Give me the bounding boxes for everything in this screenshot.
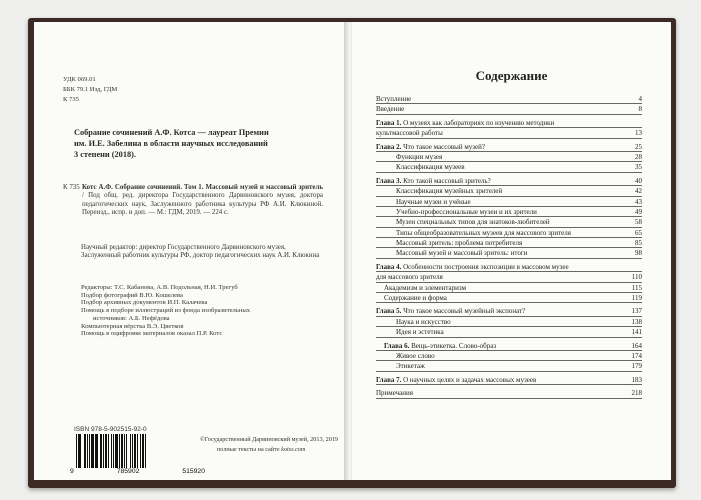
credit-line: Помощь в подборе иллюстраций из фонда изобразительных bbox=[81, 307, 251, 315]
toc-entry-text: О научных целях и задачах массовых музеев bbox=[401, 375, 537, 384]
toc-page-number: 42 bbox=[635, 187, 642, 196]
toc-page-number: 138 bbox=[631, 317, 642, 326]
toc-page-number: 28 bbox=[635, 152, 642, 161]
toc-entry-text: Музеи специальных типов для знатоков-любителей bbox=[396, 218, 550, 227]
toc-page-number: 218 bbox=[631, 389, 642, 398]
toc-page-number: 35 bbox=[635, 163, 642, 172]
toc-entry bbox=[376, 94, 642, 104]
toc-page-number: 137 bbox=[631, 307, 642, 316]
toc-entry-text: Учебно-профессиональные музеи и их зрители bbox=[396, 207, 537, 216]
toc-entry bbox=[376, 283, 642, 293]
toc-entry-text: Живое слово bbox=[396, 351, 435, 360]
toc-page-number: 141 bbox=[631, 328, 642, 337]
toc-page-number: 4 bbox=[638, 95, 642, 103]
scientific-editor: Научный редактор: директор Государственного Дарвиновского музея, Заслуженный работник культуры РФ, доктор педагогических наук А.И. Клюкина bbox=[81, 244, 320, 260]
toc-entry-text: Введение bbox=[376, 105, 405, 114]
table-of-contents bbox=[376, 94, 642, 399]
toc-chapter-number: Глава 2. bbox=[376, 142, 402, 151]
toc-entry bbox=[376, 197, 642, 207]
toc-entry bbox=[376, 162, 642, 172]
toc-entry bbox=[376, 118, 642, 128]
toc-page-number: 58 bbox=[635, 218, 642, 227]
toc-entry bbox=[376, 306, 642, 316]
copyright-notice: ©Государственный Дарвиновский музей, 2013, 2019 bbox=[200, 436, 339, 443]
toc-entry bbox=[376, 341, 642, 351]
toc-page-number: 179 bbox=[631, 362, 642, 371]
toc-entry-text: Классификация музеев bbox=[396, 163, 465, 172]
toc-rule bbox=[376, 398, 642, 399]
toc-rule bbox=[376, 114, 642, 115]
annotation-line: 3 степени (2018). bbox=[74, 150, 136, 159]
biblio-details: / Под общ. ред. директора Государственного Дарвиновского музея, доктора педагогических наук, Заслуженного работника культуры РФ А.И. Клюкиной. Переизд., испр. и доп. — М.: ГДМ, 2019. — 224 с. bbox=[82, 192, 323, 217]
toc-entry-text: Кто такой массовый зритель? bbox=[401, 176, 491, 185]
toc-entry bbox=[376, 293, 642, 303]
contents-title: Содержание bbox=[475, 68, 548, 83]
toc-entry-text: культмассовой работы bbox=[376, 129, 443, 138]
toc-entry bbox=[376, 238, 642, 248]
toc-entry-text: Особенности построения экспозиции в массовом музее bbox=[401, 262, 569, 271]
toc-chapter-number: Глава 6. bbox=[384, 341, 410, 350]
toc-page-number: 115 bbox=[631, 283, 642, 292]
credit-line: источников: А.Б. Нефёдова bbox=[93, 314, 170, 322]
toc-rule bbox=[376, 302, 642, 303]
toc-entry bbox=[376, 207, 642, 217]
contents-page bbox=[352, 22, 671, 480]
credit-line: Компьютерная вёрстка В.Э. Цветков bbox=[81, 322, 184, 330]
toc-rule bbox=[376, 172, 642, 173]
website-link: kotss.com bbox=[281, 446, 306, 453]
toc-page-number: 65 bbox=[635, 228, 642, 237]
toc-page-number: 164 bbox=[631, 341, 642, 350]
toc-entry-text: Типы общеобразовательных музеев для массового зрителя bbox=[396, 228, 571, 237]
copyright-page bbox=[34, 22, 347, 480]
toc-page-number: 110 bbox=[631, 273, 642, 282]
annotation-line: им. И.Е. Забелина в области научных исследований bbox=[74, 139, 268, 148]
toc-rule bbox=[376, 337, 642, 338]
toc-entry bbox=[376, 388, 642, 398]
toc-entry bbox=[376, 217, 642, 227]
barcode-digit-group: 785902 bbox=[116, 468, 140, 475]
toc-rule bbox=[376, 258, 642, 259]
annotation-line: Собрание сочинений А.Ф. Котса — лауреат Премии bbox=[74, 128, 269, 137]
toc-chapter-number: Глава 3. bbox=[376, 176, 402, 185]
toc-chapter-number: Глава 4. bbox=[376, 262, 402, 271]
udk-code: УДК 069.01 bbox=[63, 76, 96, 83]
toc-page-number: 43 bbox=[635, 197, 642, 206]
toc-entry bbox=[376, 248, 642, 258]
website-prefix: полные тексты на сайте bbox=[217, 446, 280, 453]
toc-entry-text: Классификация музейных зрителей bbox=[396, 187, 503, 196]
toc-entry bbox=[376, 142, 642, 152]
toc-page-number: 98 bbox=[635, 249, 642, 258]
website-line bbox=[217, 446, 305, 453]
toc-entry-text: Содержание и форма bbox=[384, 294, 447, 303]
credit-line: Подбор фотографий В.Ю. Кошелева bbox=[81, 291, 183, 299]
toc-page-number: 174 bbox=[631, 351, 642, 360]
toc-rule bbox=[376, 371, 642, 372]
toc-entry-text: Примечания bbox=[376, 389, 414, 398]
bibliographic-record bbox=[63, 184, 323, 218]
toc-entry-text: Массовый зритель: проблема потребителя bbox=[396, 239, 523, 248]
barcode-digit-group: 9 bbox=[70, 468, 74, 475]
credit-line: Помощь в оцифровке материалов оказал П.Р. Котс bbox=[81, 330, 223, 338]
biblio-code: К 735 bbox=[63, 184, 80, 191]
toc-page-number: 183 bbox=[631, 375, 642, 384]
award-annotation bbox=[74, 127, 329, 160]
toc-entry-text: Вступление bbox=[376, 95, 412, 103]
toc-entry-text: Что такое массовый музей? bbox=[401, 142, 485, 151]
toc-entry bbox=[376, 317, 642, 327]
toc-entry bbox=[376, 104, 642, 114]
toc-page-number: 119 bbox=[631, 294, 642, 303]
toc-entry bbox=[376, 228, 642, 238]
toc-entry-text: Научные музеи и учёные bbox=[396, 197, 471, 206]
toc-chapter-number: Глава 1. bbox=[376, 118, 402, 127]
toc-entry-text: Этикетаж bbox=[396, 362, 425, 371]
toc-chapter-number: Глава 5. bbox=[376, 307, 402, 316]
biblio-title: Котс А.Ф. Собрание сочинений. Том 1. Массовый музей и массовый зритель bbox=[82, 184, 323, 191]
bbk-code: ББК 79.1 Изд, ГДМ bbox=[63, 86, 118, 93]
toc-page-number: 85 bbox=[635, 239, 642, 248]
credits-list bbox=[81, 284, 336, 338]
toc-page-number: 8 bbox=[638, 105, 642, 114]
toc-entry bbox=[376, 176, 642, 186]
barcode-digits bbox=[70, 468, 205, 475]
isbn: ISBN 978-5-902515-92-0 bbox=[74, 426, 147, 433]
author-mark: К 735 bbox=[63, 96, 79, 103]
toc-entry-text: Функции музея bbox=[396, 152, 443, 161]
credit-line: Подбор архивных документов И.П. Калачева bbox=[81, 299, 208, 307]
toc-page-number: 49 bbox=[635, 207, 642, 216]
toc-rule bbox=[376, 138, 642, 139]
toc-entry-text: Идея и эстетика bbox=[396, 328, 444, 337]
toc-entry-text: для массового зрителя bbox=[376, 273, 443, 282]
toc-page-number: 40 bbox=[635, 176, 642, 185]
barcode-bars bbox=[76, 434, 202, 468]
toc-entry bbox=[376, 128, 642, 138]
toc-entry-text: Академизм и элементаризм bbox=[384, 283, 466, 292]
toc-entry bbox=[376, 327, 642, 337]
toc-entry-text: Массовый музей и массовый зритель: итоги bbox=[396, 249, 528, 258]
toc-entry bbox=[376, 152, 642, 162]
toc-entry-text: Вещь-этикетка. Слово-образ bbox=[409, 341, 497, 350]
toc-page-number: 25 bbox=[635, 142, 642, 151]
barcode-bar bbox=[146, 434, 148, 468]
toc-chapter-number: Глава 7. bbox=[376, 375, 402, 384]
toc-rule bbox=[376, 384, 642, 385]
toc-entry-text: Что такое массовый музейный экспонат? bbox=[401, 307, 526, 316]
toc-entry bbox=[376, 361, 642, 371]
toc-page-number: 13 bbox=[635, 129, 642, 138]
toc-entry-text: О музеях как лабораториях по изучению методики bbox=[401, 118, 555, 127]
toc-entry-text: Наука и искусство bbox=[396, 317, 451, 326]
toc-entry bbox=[376, 375, 642, 385]
toc-entry bbox=[376, 186, 642, 196]
toc-entry bbox=[376, 272, 642, 282]
barcode-digit-group: 515920 bbox=[182, 468, 205, 475]
toc-entry bbox=[376, 262, 642, 272]
isbn-barcode bbox=[70, 434, 205, 474]
toc-entry bbox=[376, 351, 642, 361]
credit-line: Редакторы: Т.С. Кабанова, А.В. Подольная, Н.И. Трегуб bbox=[81, 284, 238, 291]
